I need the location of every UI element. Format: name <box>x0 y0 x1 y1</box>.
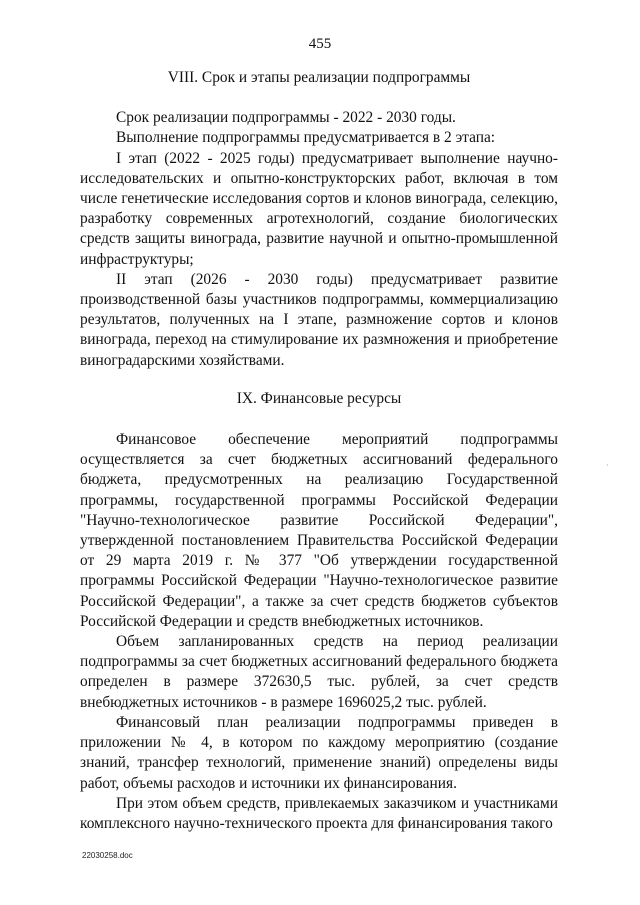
margin-mark: · <box>606 461 609 470</box>
section-9-paragraph: Финансовый план реализации подпрограммы приведен в приложении № 4, в котором по каждому мероприятию (создание знаний, трансфер технологий, применение знаний) определены виды работ, объемы расходов и источники их финансирования. <box>80 713 558 792</box>
section-9-paragraph: При этом объем средств, привлекаемых заказчиком и участниками комплексного научно-технического проекта для финансирования такого <box>80 794 558 832</box>
section-8-heading: VIII. Срок и этапы реализации подпрограммы <box>167 69 471 86</box>
section-9-heading: IX. Финансовые ресурсы <box>236 389 402 407</box>
section-9-paragraph: Объем запланированных средств на период реализации подпрограммы за счет бюджетных ассигнований федерального бюджета определен в размере 372630,5 тыс. рублей, за счет средств внебюджетных источников - в размере 1696025,2 тыс. рублей. <box>80 633 558 711</box>
section-8-paragraph: Выполнение подпрограммы предусматривается в 2 этапа: <box>116 129 496 147</box>
section-8-paragraph: I этап (2022 - 2025 годы) предусматривает выполнение научно-исследовательских и опытно-конструкторских работ, включая в том числе генетические исследования сортов и клонов винограда, селекцию, разработку современных агротехнологий, создание биологических средств защиты винограда, развитие научной и опытно-промышленной инфраструктуры; <box>80 149 558 268</box>
page-content <box>80 68 558 834</box>
section-8-paragraph: II этап (2026 - 2030 годы) предусматривает развитие производственной базы участников подпрограммы, коммерциализацию результатов, полученных на I этапе, размножение сортов и клонов винограда, переход на стимулирование их размножения и приобретение виноградарскими хозяйствами. <box>80 270 558 369</box>
footer-doc-code: 22030258.doc <box>82 851 133 860</box>
page-number: 455 <box>308 36 332 52</box>
section-9-paragraph: Финансовое обеспечение мероприятий подпрограммы осуществляется за счет бюджетных ассигнований федерального бюджета, предусмотренных на реализацию Государственной программы, государственной программы Российской Федерации "Научно-технологическое развитие Российской Федерации", утвержденной постановлением Правительства Российской Федерации от 29 марта 2019 г. № 377 "Об утверждении государственной программы Российской Федерации "Научно-технологическое развитие Российской Федерации", а также за счет средств бюджетов субъектов Российской Федерации и средств внебюджетных источников. <box>80 431 558 630</box>
section-8-paragraph: Срок реализации подпрограммы - 2022 - 2030 годы. <box>116 109 456 127</box>
